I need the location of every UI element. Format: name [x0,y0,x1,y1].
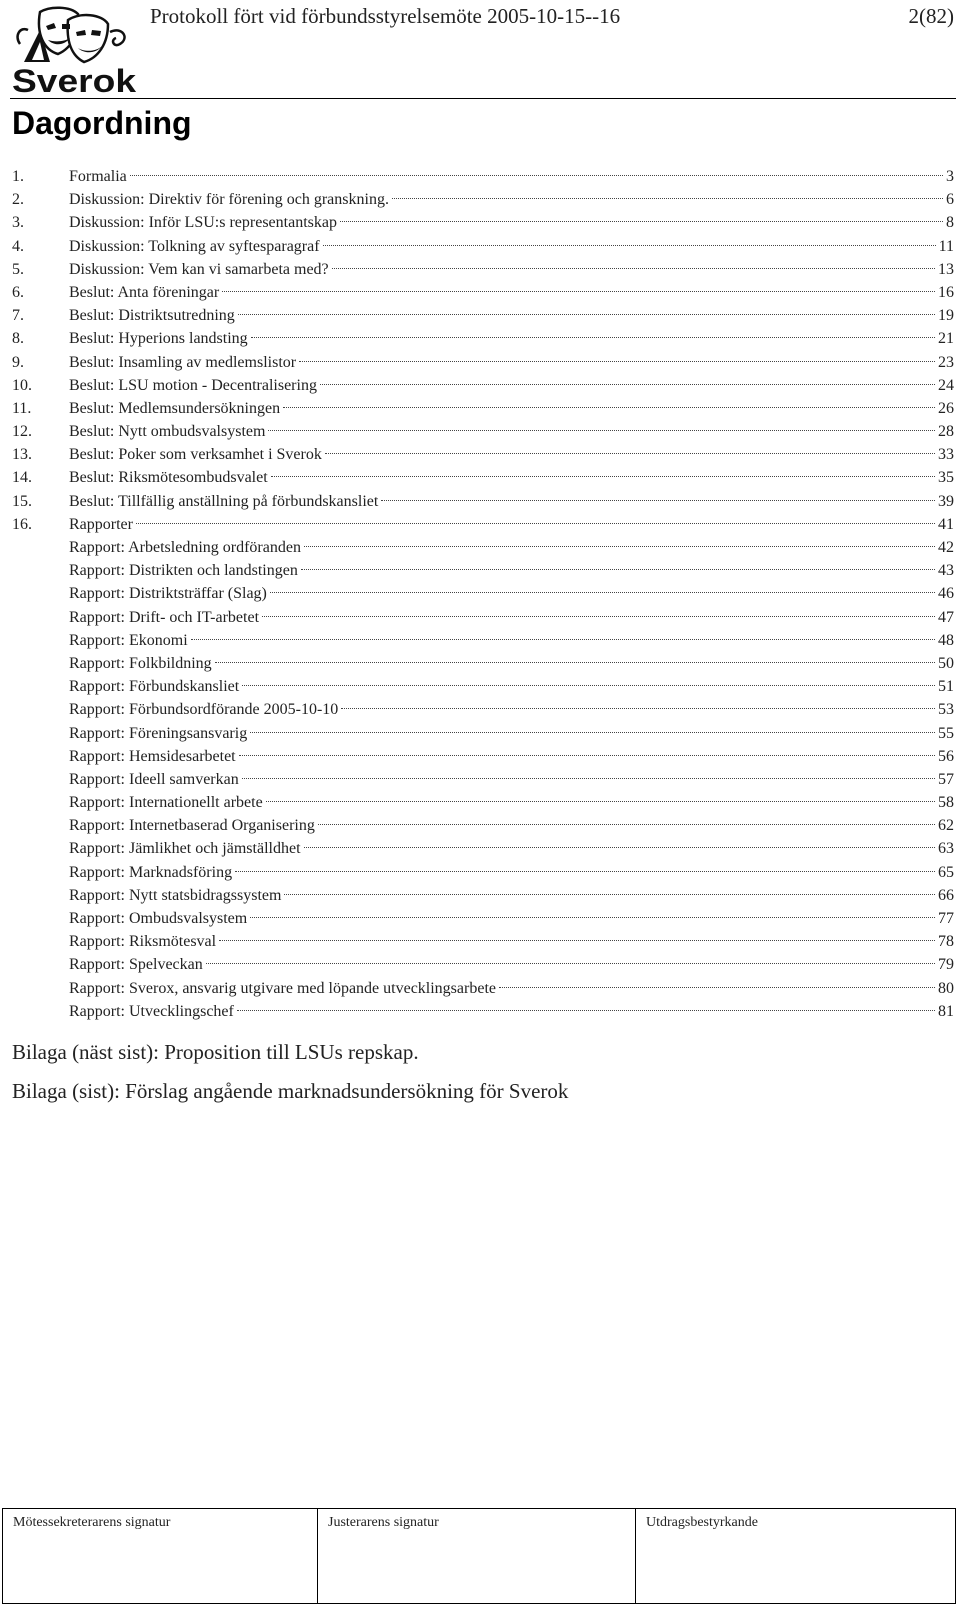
secretary-signature-field[interactable] [3,1509,318,1603]
toc-entry-page: 62 [938,817,954,835]
toc-entry-page: 28 [938,423,954,441]
toc-entry-number: 6. [12,283,24,301]
toc-entry[interactable] [12,559,954,582]
toc-dot-leader [268,430,935,431]
toc-entry-label: Rapport: Hemsidesarbetet [69,747,236,765]
toc-entry[interactable] [12,606,954,629]
toc-entry[interactable] [12,235,954,258]
toc-dot-leader [284,894,935,895]
toc-entry[interactable] [12,861,954,884]
toc-entry-label: Rapport: Distrikten och landstingen [69,562,298,580]
toc-entry[interactable] [12,930,954,953]
toc-dot-leader [270,592,935,593]
toc-entry-number: 5. [12,260,24,278]
toc-entry[interactable] [12,211,954,234]
toc-entry[interactable] [12,722,954,745]
toc-entry-page: 41 [938,515,954,533]
toc-entry-label: Rapport: Riksmötesval [69,933,217,951]
toc-entry-label: Rapport: Förbundsordförande 2005-10-10 [69,701,339,719]
toc-entry-label: Rapport: Föreningsansvarig [69,724,248,742]
toc-entry[interactable] [12,745,954,768]
toc-entry-label: Rapport: Ekonomi [69,631,188,649]
toc-dot-leader [222,291,935,292]
toc-entry[interactable] [12,536,954,559]
secretary-signature-label: Mötessekreterarens signatur [13,1515,171,1530]
toc-entry-page: 56 [938,747,954,765]
toc-entry-number: 1. [12,168,24,185]
toc-entry-page: 13 [938,260,954,278]
toc-entry-label: Beslut: Riksmötesombudsvalet [69,469,268,487]
toc-entry-page: 39 [938,492,954,510]
toc-dot-leader [136,523,935,524]
toc-dot-leader [392,198,943,199]
toc-entry-page: 55 [938,724,954,742]
toc-entry-label: Rapport: Utvecklingschef [69,1002,234,1020]
adjuster-signature-field[interactable] [318,1509,636,1603]
toc-dot-leader [242,778,935,779]
toc-entry[interactable] [12,165,954,188]
toc-dot-leader [301,569,935,570]
toc-dot-leader [130,175,943,176]
toc-entry-label: Rapporter [69,515,133,533]
toc-entry-page: 81 [938,1002,954,1020]
toc-entry-label: Rapport: Jämlikhet och jämställdhet [69,840,301,858]
toc-entry-page: 33 [938,446,954,464]
toc-entry-label: Rapport: Sverox, ansvarig utgivare med löpande utvecklingsarbete [69,979,496,997]
toc-dot-leader [320,384,935,385]
toc-entry-label: Rapport: Förbundskansliet [69,678,240,696]
toc-entry-label: Beslut: Anta föreningar [69,283,220,301]
toc-entry-page: 53 [938,701,954,719]
toc-dot-leader [341,708,935,709]
toc-entry-page: 21 [938,330,954,348]
toc-entry-page: 8 [946,214,954,232]
toc-entry-number: 15. [12,492,32,510]
toc-entry[interactable] [12,977,954,1000]
toc-entry-page: 23 [938,353,954,371]
toc-entry-number: 9. [12,353,24,371]
toc-entry[interactable] [12,1000,954,1023]
toc-entry-page: 24 [938,376,954,394]
toc-entry-page: 47 [938,608,954,626]
toc-entry-page: 78 [938,933,954,951]
toc-entry-number: 3. [12,214,24,232]
toc-entry-label: Rapport: Distriktsträffar (Slag) [69,585,267,603]
toc-entry-page: 50 [938,654,954,672]
toc-entry[interactable] [12,188,954,211]
logo-wordmark: Sverok [12,63,137,96]
toc-entry-label: Beslut: Hyperions landsting [69,330,248,348]
toc-dot-leader [318,824,935,825]
toc-entry-page: 66 [938,886,954,904]
toc-dot-leader [250,732,935,733]
toc-dot-leader [304,847,935,848]
toc-entry[interactable] [12,397,954,420]
toc-dot-leader [262,616,935,617]
toc-entry-label: Diskussion: Tolkning av syftesparagraf [69,237,320,255]
toc-entry[interactable] [12,837,954,860]
toc-entry[interactable] [12,466,954,489]
toc-entry-page: 19 [938,307,954,325]
toc-dot-leader [266,801,935,802]
toc-entry-label: Beslut: Insamling av medlemslistor [69,353,297,371]
toc-entry-label: Rapport: Spelveckan [69,956,203,974]
toc-entry-number: 13. [12,446,32,464]
toc-entry[interactable] [12,814,954,837]
signature-table [2,1508,956,1604]
toc-entry-label: Diskussion: Inför LSU:s representantskap [69,214,337,232]
toc-entry[interactable] [12,953,954,976]
toc-dot-leader [332,268,935,269]
toc-dot-leader [250,917,935,918]
toc-entry-page: 80 [938,979,954,997]
certification-label: Utdragsbestyrkande [646,1515,758,1530]
toc-entry-label: Beslut: Medlemsundersökningen [69,399,281,417]
toc-entry[interactable] [12,351,954,374]
toc-entry-number: 14. [12,469,32,487]
toc-dot-leader [251,337,935,338]
appendix-2: Bilaga (sist): Förslag angående marknadsundersökning för Sverok [12,1079,569,1103]
toc-entry-page: 42 [938,539,954,556]
toc-entry[interactable] [12,582,954,605]
toc-entry[interactable] [12,652,954,675]
toc-entry[interactable] [12,675,954,698]
toc-entry-page: 65 [938,863,954,881]
toc-entry-page: 35 [938,469,954,487]
toc-entry-page: 51 [938,678,954,696]
toc-entry-label: Rapport: Internationellt arbete [69,794,263,812]
toc-entry-label: Rapport: Ideell samverkan [69,770,239,788]
toc-entry-page: 43 [938,562,954,580]
toc-entry[interactable] [12,884,954,907]
toc-entry-label: Rapport: Marknadsföring [69,863,233,881]
toc-entry-label: Beslut: Poker som verksamhet i Sverok [69,446,322,464]
toc-entry-page: 79 [938,956,954,974]
toc-entry[interactable] [12,420,954,443]
toc-dot-leader [283,407,935,408]
toc-entry[interactable] [12,304,954,327]
toc-dot-leader [215,662,935,663]
toc-entry[interactable] [12,327,954,350]
toc-entry-number: 2. [12,191,24,209]
toc-entry[interactable] [12,281,954,304]
toc-entry[interactable] [12,258,954,281]
sverok-logo-icon [10,4,138,96]
toc-dot-leader [237,1010,935,1011]
toc-dot-leader [499,987,935,988]
toc-entry-page: 77 [938,910,954,927]
toc-entry-page: 6 [946,191,954,209]
toc-dot-leader [323,245,936,246]
table-of-contents [12,165,954,1023]
toc-entry-page: 63 [938,840,954,858]
toc-entry-page: 11 [938,237,954,255]
toc-entry-label: Rapport: Ombudsvalsystem [69,910,248,927]
header-divider [10,98,956,99]
toc-entry-number: 8. [12,330,24,348]
toc-entry-label: Rapport: Nytt statsbidragssystem [69,886,282,904]
toc-entry[interactable] [12,768,954,791]
toc-entry-page: 46 [938,585,954,603]
certification-field[interactable] [636,1509,955,1603]
page-heading: Dagordning [12,105,192,141]
toc-entry-label: Rapport: Drift- och IT-arbetet [69,608,260,626]
toc-entry-number: 4. [12,237,24,255]
toc-entry-page: 57 [938,770,954,788]
toc-entry-label: Diskussion: Vem kan vi samarbeta med? [69,260,329,278]
toc-dot-leader [191,639,935,640]
toc-entry-page: 16 [938,283,954,301]
toc-entry[interactable] [12,791,954,814]
toc-entry-number: 16. [12,515,32,533]
toc-entry[interactable] [12,443,954,466]
toc-dot-leader [299,361,935,362]
adjuster-signature-label: Justerarens signatur [328,1515,439,1530]
toc-dot-leader [238,314,935,315]
toc-entry[interactable] [12,490,954,513]
toc-entry-label: Beslut: LSU motion - Decentralisering [69,376,317,394]
toc-entry-page: 3 [946,168,954,185]
toc-dot-leader [340,221,943,222]
toc-entry-label: Beslut: Nytt ombudsvalsystem [69,423,266,441]
toc-entry-label: Beslut: Tillfällig anställning på förbundskansliet [69,492,379,510]
toc-entry[interactable] [12,907,954,930]
toc-dot-leader [242,685,935,686]
toc-dot-leader [219,940,935,941]
toc-entry-number: 10. [12,376,32,394]
protocol-title: Protokoll fört vid förbundsstyrelsemöte 2005-10-15--16 [150,4,621,28]
toc-dot-leader [271,476,935,477]
toc-dot-leader [235,871,935,872]
toc-entry-label: Rapport: Folkbildning [69,654,212,672]
toc-entry[interactable] [12,698,954,721]
toc-entry-number: 11. [12,399,32,417]
toc-entry-label: Formalia [69,168,127,185]
toc-dot-leader [206,963,935,964]
toc-dot-leader [325,453,935,454]
toc-entry[interactable] [12,374,954,397]
toc-dot-leader [381,500,935,501]
toc-entry-number: 7. [12,307,24,325]
toc-entry[interactable] [12,629,954,652]
toc-entry[interactable] [12,513,954,536]
toc-dot-leader [239,755,935,756]
toc-entry-label: Rapport: Arbetsledning ordföranden [69,539,301,556]
toc-entry-label: Diskussion: Direktiv för förening och granskning. [69,191,389,209]
toc-entry-label: Beslut: Distriktsutredning [69,307,235,325]
toc-entry-page: 26 [938,399,954,417]
toc-entry-page: 58 [938,794,954,812]
toc-entry-label: Rapport: Internetbaserad Organisering [69,817,315,835]
toc-entry-page: 48 [938,631,954,649]
toc-entry-number: 12. [12,423,32,441]
page-number: 2(82) [908,4,954,28]
appendix-1: Bilaga (näst sist): Proposition till LSUs repskap. [12,1040,419,1064]
toc-dot-leader [304,546,935,547]
